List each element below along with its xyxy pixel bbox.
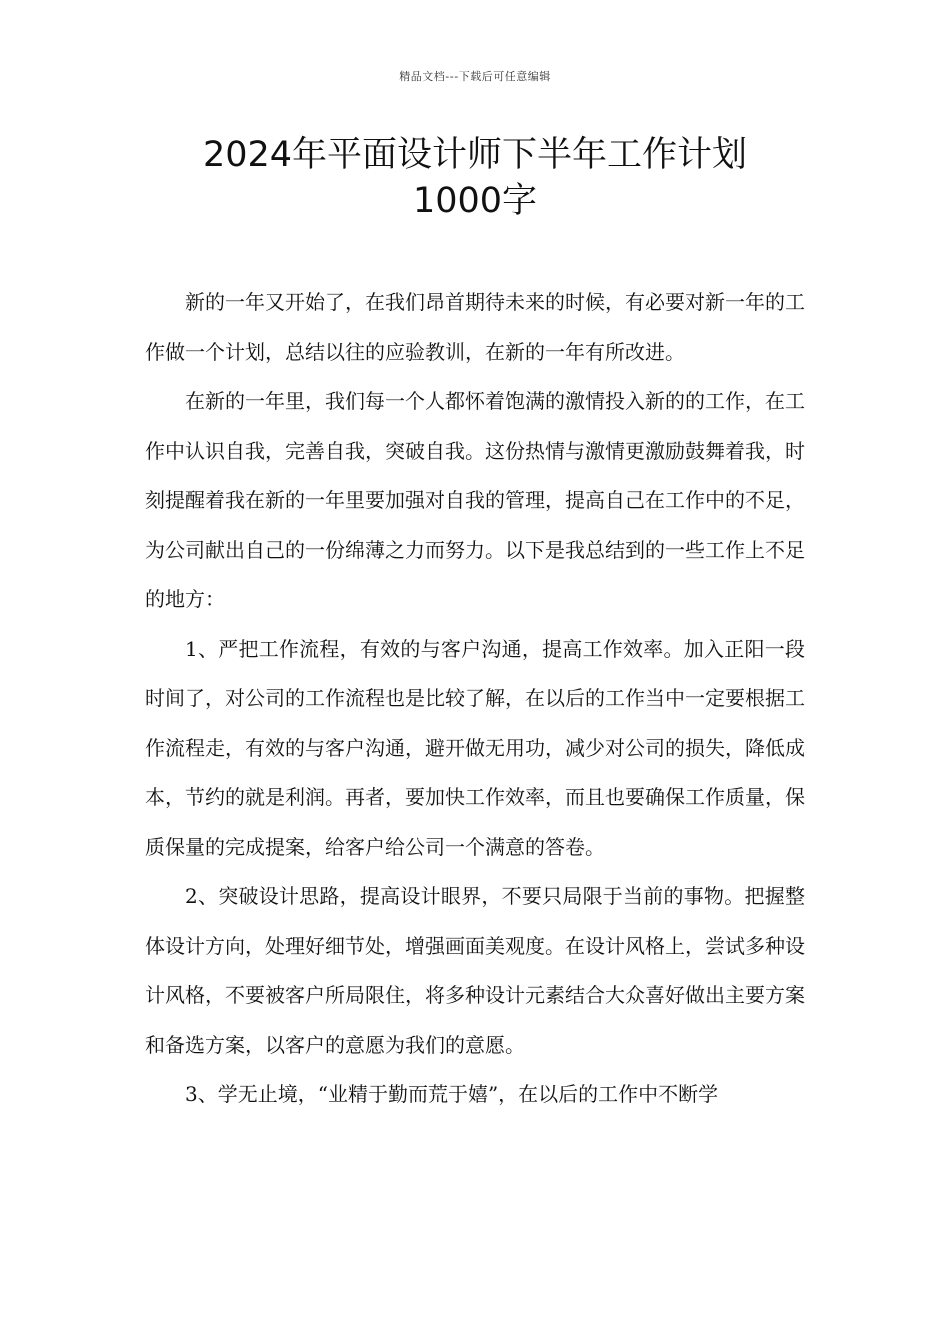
paragraph-item-3: 3、学无止境，“业精于勤而荒于嬉”，在以后的工作中不断学 xyxy=(185,1082,719,1106)
paragraph-item-2: 2、突破设计思路，提高设计眼界，不要只局限于当前的事物。把握整体设计方向，处理好细节处，增强画面美观度。在设计风格上，尝试多种设计风格，不要被客户所局限住，将多种设计元素结合大众喜好做出主要方案和备选方案，以客户的意愿为我们的意愿。 xyxy=(145,884,805,1057)
paragraph-item-1: 1、严把工作流程，有效的与客户沟通，提高工作效率。加入正阳一段时间了，对公司的工作流程也是比较了解，在以后的工作当中一定要根据工作流程走，有效的与客户沟通，避开做无用功，减少对公司的损失，降低成本，节约的就是利润。再者，要加快工作效率，而且也要确保工作质量，保质保量的完成提案，给客户给公司一个满意的答卷。 xyxy=(145,636,805,859)
title-line-1: 2024年平面设计师下半年工作计划 xyxy=(202,135,748,175)
paragraph-motivation: 在新的一年里，我们每一个人都怀着饱满的激情投入新的的工作，在工作中认识自我，完善自我，突破自我。这份热情与激情更激励鼓舞着我，时刻提醒着我在新的一年里要加强对自我的管理，提高自己在工作中的不足，为公司献出自己的一份绵薄之力而努力。以下是我总结到的一些工作上不足的地方： xyxy=(145,389,805,611)
page-header: 精品文档---下载后可任意编辑 xyxy=(399,70,551,83)
document-title xyxy=(0,132,950,224)
title-line-2: 1000字 xyxy=(412,181,538,221)
document-body xyxy=(145,278,805,1120)
paragraph-intro: 新的一年又开始了，在我们昂首期待未来的时候，有必要对新一年的工作做一个计划，总结以往的应验教训，在新的一年有所改进。 xyxy=(145,290,805,364)
